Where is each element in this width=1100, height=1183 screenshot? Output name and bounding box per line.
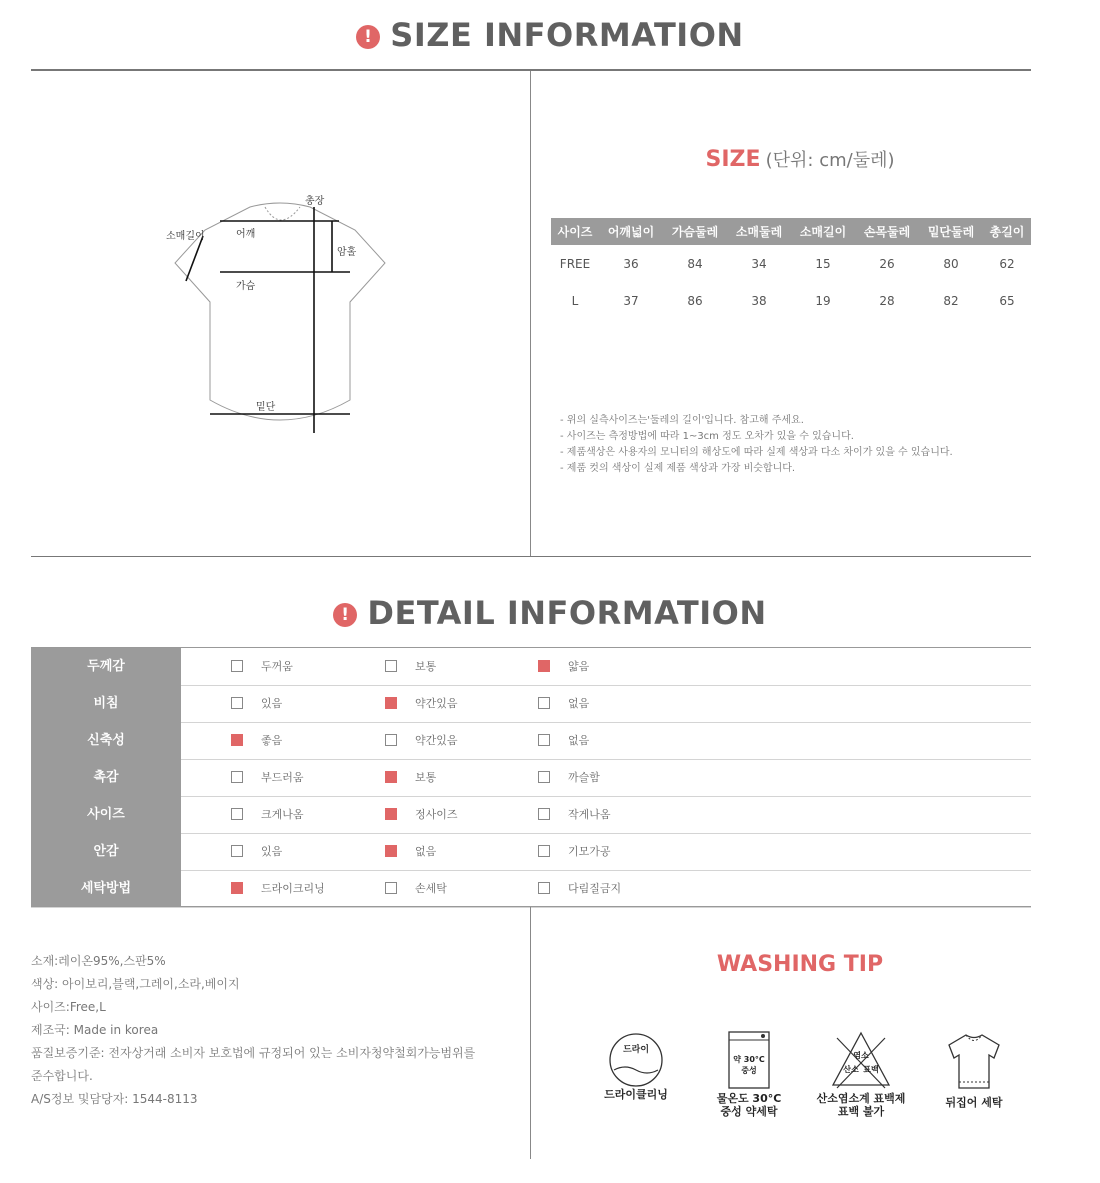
detail-option-label: 두꺼움 <box>261 660 293 673</box>
detail-option-label: 기모가공 <box>568 845 611 858</box>
detail-row <box>31 870 1031 908</box>
column-header: 총길이 <box>983 218 1031 245</box>
detail-option-label: 약간있음 <box>415 734 458 747</box>
inside-out-icon <box>919 1030 1029 1109</box>
size-table <box>551 218 1031 319</box>
detail-option-label: 보통 <box>415 660 437 673</box>
table-cell: 26 <box>879 256 895 271</box>
detail-row-label: 비침 <box>31 685 181 722</box>
info-sizes: 사이즈:Free,L <box>31 1000 106 1014</box>
table-cell: 86 <box>687 293 703 308</box>
info-warranty-cont: 준수합니다. <box>31 1069 93 1083</box>
info-colors: 색상: 아이보리,블랙,그레이,소라,베이지 <box>31 977 240 991</box>
icon-inner-text: 중성 <box>741 1066 757 1075</box>
checkbox-unchecked[interactable] <box>385 734 397 746</box>
detail-row <box>31 722 1031 760</box>
table-cell: 65 <box>999 293 1015 308</box>
detail-option-label: 다림질금지 <box>568 882 622 895</box>
alert-icon: ! <box>333 603 357 627</box>
table-cell: 34 <box>751 256 767 271</box>
table-cell: 36 <box>623 256 639 271</box>
table-cell: 62 <box>999 256 1015 271</box>
detail-row-label: 신축성 <box>31 722 181 759</box>
table-cell: 84 <box>687 256 703 271</box>
detail-row-label: 사이즈 <box>31 796 181 833</box>
detail-row <box>31 833 1031 871</box>
icon-inner-text: 염소 <box>853 1051 869 1060</box>
checkbox-unchecked[interactable] <box>231 808 243 820</box>
column-header: 사이즈 <box>551 218 599 245</box>
divider <box>31 556 1031 557</box>
checkbox-unchecked[interactable] <box>538 697 550 709</box>
note-line: - 제품색상은 사용자의 모니터의 해상도에 따라 실제 색상과 다소 차이가 있을 수 있습니다. <box>560 447 953 458</box>
table-cell: 19 <box>815 293 831 308</box>
size-heading: SIZE (단위: cm/둘레) <box>705 147 895 172</box>
info-as: A/S정보 및담당자: 1544-8113 <box>31 1092 198 1106</box>
checkbox-unchecked[interactable] <box>231 771 243 783</box>
column-header: 손목둘레 <box>855 218 919 245</box>
divider <box>31 906 1031 907</box>
icon-caption: 물온도 30°C <box>716 1092 782 1105</box>
label-sleeve-length: 소매길이 <box>166 231 205 242</box>
checkbox-unchecked[interactable] <box>385 660 397 672</box>
detail-option-label: 없음 <box>568 697 590 710</box>
checkbox-checked[interactable] <box>385 771 397 783</box>
detail-row-label: 세탁방법 <box>31 870 181 907</box>
column-header: 소매둘레 <box>727 218 791 245</box>
icon-inner-text: 드라이 <box>622 1045 650 1055</box>
checkbox-checked[interactable] <box>231 734 243 746</box>
table-cell: 80 <box>943 256 959 271</box>
icon-inner-text: 산소 <box>843 1065 859 1074</box>
detail-option-label: 좋음 <box>261 734 283 747</box>
label-shoulder: 어깨 <box>236 229 256 240</box>
icon-caption: 중성 약세탁 <box>720 1105 778 1118</box>
detail-option-label: 작게나옴 <box>568 808 611 821</box>
detail-option-label: 까슬함 <box>568 771 600 784</box>
column-header: 어깨넓이 <box>599 218 663 245</box>
info-material: 소재:레이온95%,스판5% <box>31 954 166 968</box>
detail-row-label: 두께감 <box>31 648 181 685</box>
checkbox-unchecked[interactable] <box>538 734 550 746</box>
icon-caption: 표백 불가 <box>837 1105 885 1118</box>
checkbox-checked[interactable] <box>385 697 397 709</box>
divider <box>530 71 531 557</box>
detail-row <box>31 759 1031 797</box>
no-bleach-icon <box>806 1030 916 1118</box>
divider <box>530 907 531 1159</box>
table-cell: L <box>571 293 579 308</box>
icon-inner-text: 약 30°C <box>733 1055 765 1064</box>
detail-row <box>31 648 1031 686</box>
checkbox-checked[interactable] <box>385 845 397 857</box>
size-info-title: ! SIZE INFORMATION <box>0 16 1100 54</box>
checkbox-unchecked[interactable] <box>538 808 550 820</box>
divider <box>31 69 1031 71</box>
label-armhole: 암홀 <box>337 247 357 258</box>
dry-clean-icon <box>581 1030 691 1101</box>
detail-option-label: 드라이크리닝 <box>261 882 325 895</box>
detail-row <box>31 796 1031 834</box>
label-hem: 밑단 <box>256 402 276 413</box>
note-line: - 제품 컷의 색상이 실제 제품 색상과 가장 비슷합니다. <box>560 463 796 474</box>
checkbox-unchecked[interactable] <box>231 845 243 857</box>
checkbox-checked[interactable] <box>231 882 243 894</box>
label-total-length: 총장 <box>305 196 325 207</box>
wash-30-icon <box>694 1030 804 1118</box>
table-header-row <box>551 218 1031 245</box>
column-header: 밑단둘레 <box>919 218 983 245</box>
product-info <box>31 950 475 1111</box>
table-cell: 37 <box>623 293 639 308</box>
detail-option-label: 얇음 <box>568 660 590 673</box>
table-cell: 38 <box>751 293 767 308</box>
table-row <box>551 245 1031 282</box>
checkbox-unchecked[interactable] <box>231 697 243 709</box>
checkbox-unchecked[interactable] <box>538 845 550 857</box>
column-header: 소매길이 <box>791 218 855 245</box>
label-chest: 가슴 <box>236 281 256 292</box>
detail-option-label: 없음 <box>568 734 590 747</box>
detail-info-title: ! DETAIL INFORMATION <box>0 594 1100 632</box>
checkbox-checked[interactable] <box>538 660 550 672</box>
icon-caption: 산소염소계 표백제 <box>816 1092 906 1105</box>
checkbox-unchecked[interactable] <box>385 882 397 894</box>
detail-option-label: 손세탁 <box>415 882 447 895</box>
detail-option-label: 보통 <box>415 771 437 784</box>
checkbox-checked[interactable] <box>385 808 397 820</box>
detail-option-label: 정사이즈 <box>415 808 458 821</box>
checkbox-unchecked[interactable] <box>538 882 550 894</box>
note-line: - 위의 실측사이즈는'둘레의 길이'입니다. 참고해 주세요. <box>560 415 804 426</box>
detail-option-label: 있음 <box>261 697 283 710</box>
icon-caption: 드라이클리닝 <box>604 1088 668 1101</box>
alert-icon: ! <box>356 25 380 49</box>
checkbox-unchecked[interactable] <box>538 771 550 783</box>
detail-row-label: 촉감 <box>31 759 181 796</box>
table-cell: FREE <box>559 256 591 271</box>
column-header: 가슴둘레 <box>663 218 727 245</box>
checkbox-unchecked[interactable] <box>231 660 243 672</box>
detail-row <box>31 685 1031 723</box>
table-cell: 15 <box>815 256 831 271</box>
washing-tip-title: WASHING TIP <box>716 952 884 977</box>
note-line: - 사이즈는 측정방법에 따라 1~3cm 정도 오차가 있을 수 있습니다. <box>560 431 854 442</box>
table-cell: 28 <box>879 293 895 308</box>
detail-option-label: 없음 <box>415 845 437 858</box>
detail-option-label: 부드러움 <box>261 771 304 784</box>
icon-caption: 뒤집어 세탁 <box>945 1096 1003 1109</box>
info-origin: 제조국: Made in korea <box>31 1023 159 1037</box>
detail-row-label: 안감 <box>31 833 181 870</box>
detail-option-label: 있음 <box>261 845 283 858</box>
detail-option-label: 약간있음 <box>415 697 458 710</box>
detail-option-label: 크게나옴 <box>261 808 304 821</box>
size-notes <box>560 413 953 477</box>
table-cell: 82 <box>943 293 959 308</box>
info-warranty: 품질보증기준: 전자상거래 소비자 보호법에 규정되어 있는 소비자청약철회가능범위를 <box>31 1046 476 1060</box>
icon-inner-text: 표백 <box>863 1065 879 1074</box>
table-row <box>551 282 1031 319</box>
